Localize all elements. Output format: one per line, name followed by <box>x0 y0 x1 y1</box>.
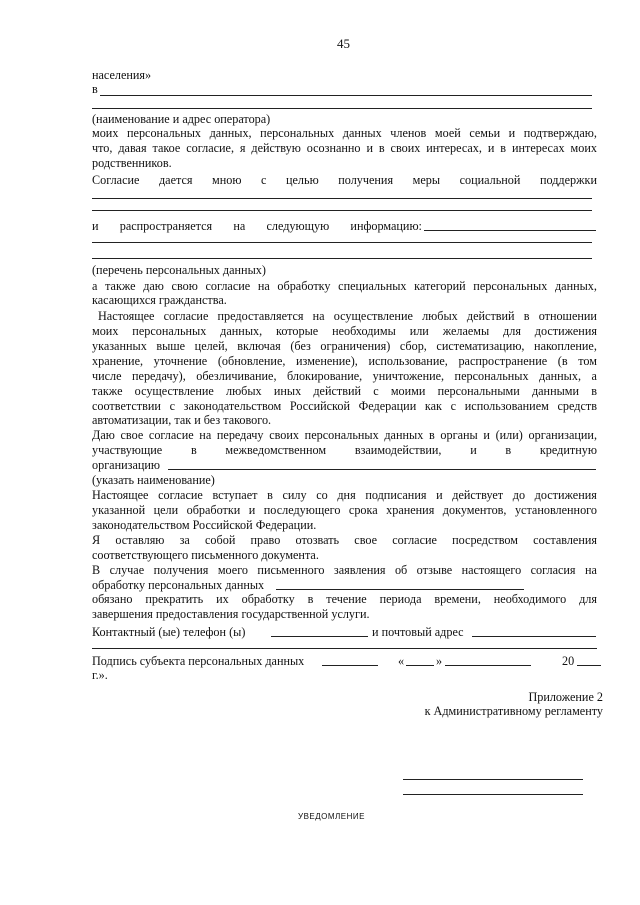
word: и <box>248 503 256 517</box>
info-line <box>92 219 422 233</box>
word: информацию: <box>350 219 422 233</box>
word: моих <box>570 141 597 155</box>
word: законодательством <box>183 399 282 413</box>
contacts-line <box>92 625 245 639</box>
blank-line <box>92 648 597 649</box>
word: специальных <box>338 279 407 293</box>
word: использование, <box>368 354 448 368</box>
word: в <box>591 384 597 398</box>
word: отозвать <box>295 533 340 547</box>
word: использованием <box>464 399 549 413</box>
word: также <box>105 279 136 293</box>
word: которые <box>276 324 319 338</box>
word: собой <box>205 533 236 547</box>
word: отзыве <box>416 563 453 577</box>
blank-line <box>424 230 596 231</box>
word: и <box>92 219 99 233</box>
caption: (указать наименование) <box>92 473 215 487</box>
word: персональных <box>127 126 202 140</box>
word: любых <box>225 384 262 398</box>
word: персональных <box>260 126 335 140</box>
page-number: 45 <box>337 36 350 51</box>
word: с <box>261 173 267 187</box>
date-open: « <box>398 654 405 668</box>
word: и <box>483 428 490 442</box>
word: действую <box>251 141 301 155</box>
word: как <box>424 399 442 413</box>
word: персональных <box>304 428 379 442</box>
word: семьи <box>469 126 501 140</box>
word: интересах, <box>426 141 482 155</box>
word: периода <box>379 592 422 606</box>
word: получения <box>153 563 209 577</box>
word: хранения <box>386 503 435 517</box>
word: обработку <box>241 592 295 606</box>
word: необходимого <box>493 592 567 606</box>
word: действий <box>313 384 362 398</box>
address-label: и почтовый адрес <box>372 625 464 639</box>
word: хранение, <box>92 354 144 368</box>
word: данными <box>531 384 580 398</box>
date-close: » <box>436 654 443 668</box>
word: установленного <box>514 503 597 517</box>
word: меры <box>412 173 441 187</box>
blank-line <box>92 258 592 259</box>
word: настоящего <box>461 563 522 577</box>
word: данных, <box>539 369 582 383</box>
word: их <box>216 592 229 606</box>
word: данных, <box>209 126 252 140</box>
word: отношении <box>538 309 597 323</box>
phone-label: Контактный (ые) телефон (ы) <box>92 625 246 639</box>
word: на <box>257 279 270 293</box>
appendix-subtitle: к Административному регламенту <box>424 704 603 718</box>
word: блокирование, <box>286 369 363 383</box>
word: (в <box>557 354 568 368</box>
text-fragment: организацию <box>92 458 161 472</box>
word: моими <box>390 384 426 398</box>
word: распространение <box>458 354 548 368</box>
word: необходимы <box>332 324 396 338</box>
purpose-line <box>92 173 597 187</box>
word: персональных <box>132 324 207 338</box>
word: дня <box>337 488 356 502</box>
text-fragment: в <box>92 82 98 96</box>
word: средств <box>557 399 597 413</box>
word: свою <box>171 279 198 293</box>
justified-line <box>98 309 597 323</box>
word: (обновление, <box>217 354 286 368</box>
word: Федерации <box>358 399 417 413</box>
word: персональных <box>454 369 529 383</box>
caption: (перечень персональных данных) <box>92 263 266 277</box>
address-field-line[interactable] <box>472 636 596 637</box>
justified-line <box>92 384 597 398</box>
word: и <box>436 488 443 502</box>
word: на <box>312 309 325 323</box>
word: для <box>579 592 597 606</box>
word: получения <box>338 173 394 187</box>
word: данных <box>342 126 382 140</box>
word: силу <box>282 488 307 502</box>
word: ограничения) <box>320 339 391 353</box>
word: в <box>378 141 385 155</box>
justified-line <box>92 339 597 353</box>
word: и <box>508 126 516 140</box>
year-field-line[interactable] <box>577 665 601 666</box>
word: согласие <box>158 488 203 502</box>
word: со <box>316 488 328 502</box>
word: для <box>503 324 521 338</box>
word: данных, <box>220 324 263 338</box>
day-field-line[interactable] <box>406 665 434 666</box>
word: обезличивание, <box>196 369 277 383</box>
word: указанной <box>92 503 146 517</box>
word: передачу <box>216 428 264 442</box>
word: осуществление <box>134 384 214 398</box>
word: документов, <box>442 503 507 517</box>
word: сбор, <box>399 339 427 353</box>
appendix-title: Приложение 2 <box>528 690 603 704</box>
word: письменного <box>257 563 325 577</box>
word: в <box>190 443 197 457</box>
justified-line <box>92 369 597 383</box>
blank-line <box>276 589 524 590</box>
word: с <box>373 384 379 398</box>
word: в <box>428 428 435 442</box>
notice-title: УВЕДОМЛЕНИЕ <box>298 812 366 821</box>
blank-line <box>92 242 592 243</box>
word: Российской <box>289 399 350 413</box>
word: выше <box>156 339 186 353</box>
word: распространяется <box>119 219 213 233</box>
word: поддержки <box>539 173 597 187</box>
blank-line <box>92 108 592 109</box>
justified-line <box>92 503 597 517</box>
word: персональными <box>437 384 520 398</box>
word: осознанно <box>306 141 361 155</box>
word: осуществление <box>333 309 413 323</box>
word: изменение), <box>296 354 358 368</box>
word: в <box>307 592 314 606</box>
word: подтверждаю, <box>523 126 597 140</box>
word: членов <box>390 126 427 140</box>
blank-line <box>168 469 596 470</box>
word: достижения <box>534 488 597 502</box>
word: данных <box>384 428 424 442</box>
word: интересах <box>511 141 565 155</box>
word: с <box>450 399 457 413</box>
justified-line <box>92 126 597 140</box>
word: согласие, <box>186 141 234 155</box>
word: (или) <box>495 428 523 442</box>
word: персональных <box>473 279 548 293</box>
word: согласие <box>205 279 251 293</box>
word: до <box>512 488 526 502</box>
justified-line <box>92 443 597 457</box>
word: указанных <box>92 339 147 353</box>
word: срока <box>348 503 378 517</box>
word: данных, <box>554 279 597 293</box>
word: право <box>250 533 281 547</box>
sign-label: Подпись субъекта персональных данных <box>92 654 305 668</box>
text-line <box>92 578 264 592</box>
approval-line <box>403 794 583 795</box>
word: свое <box>354 533 378 547</box>
word: взаимодействии, <box>354 443 442 457</box>
word: подписания <box>365 488 427 502</box>
word: действует <box>452 488 504 502</box>
justified-line <box>92 428 597 442</box>
word: уничтожение, <box>372 369 445 383</box>
blank-line <box>92 198 592 199</box>
text-line: автоматизации, так и без такового. <box>92 413 272 427</box>
word: числе <box>92 369 122 383</box>
word: на <box>584 563 597 577</box>
word: целей, <box>194 339 228 353</box>
word: обязано <box>92 592 133 606</box>
word: межведомственном <box>225 443 327 457</box>
justified-line <box>92 592 597 606</box>
word: желаемы <box>442 324 490 338</box>
word: уточнение <box>153 354 208 368</box>
word: такое <box>152 141 181 155</box>
word: участвующие <box>92 443 163 457</box>
word: я <box>239 141 246 155</box>
word: (без <box>290 339 311 353</box>
word: также <box>92 384 123 398</box>
justified-line <box>92 488 597 502</box>
approval-line <box>403 779 583 780</box>
word: что, <box>92 141 113 155</box>
word: мною <box>212 173 242 187</box>
word: давая <box>118 141 147 155</box>
word: иных <box>273 384 302 398</box>
word: а <box>92 279 98 293</box>
phone-field-line[interactable] <box>271 636 368 637</box>
word: в <box>267 488 273 502</box>
word: в <box>523 309 530 323</box>
word: моих <box>92 126 119 140</box>
word: последующего <box>263 503 341 517</box>
justified-line <box>92 279 597 293</box>
text-line: соответствующего письменного документа. <box>92 548 319 562</box>
word: предоставляется <box>217 309 304 323</box>
word: Настоящее <box>98 309 155 323</box>
word: на <box>233 219 246 233</box>
word: свое <box>120 428 144 442</box>
signature-field-line[interactable] <box>322 665 378 666</box>
word: заявления <box>333 563 386 577</box>
word: том <box>578 354 597 368</box>
word: Согласие <box>92 173 140 187</box>
word: в <box>500 141 507 155</box>
word: своих <box>269 428 299 442</box>
word: об <box>394 563 408 577</box>
word: систематизацию, <box>436 339 525 353</box>
word: моих <box>92 324 119 338</box>
word: цели <box>153 503 179 517</box>
text-line: законодательством Российской Федерации. <box>92 518 317 532</box>
word: согласие <box>163 309 209 323</box>
word: категорий <box>414 279 466 293</box>
word: обработки <box>186 503 241 517</box>
word: посредством <box>452 533 518 547</box>
text-line: завершения предоставления государственной услуги. <box>92 607 370 621</box>
word: на <box>199 428 212 442</box>
word: а <box>591 369 597 383</box>
blank-line <box>92 210 592 211</box>
word: кредитную <box>539 443 597 457</box>
word: Настоящее <box>92 488 149 502</box>
text-line <box>92 458 160 472</box>
word: обработку <box>277 279 331 293</box>
blank-line <box>100 95 592 96</box>
year-prefix: 20 <box>562 654 575 668</box>
word: течение <box>326 592 367 606</box>
text-line: родственников. <box>92 156 172 170</box>
word: и <box>470 443 477 457</box>
word: моего <box>217 563 248 577</box>
word: моей <box>434 126 461 140</box>
justified-line <box>92 141 597 155</box>
justified-line <box>92 324 597 338</box>
word: любых <box>422 309 458 323</box>
word: включая <box>237 339 281 353</box>
word: согласие <box>392 533 437 547</box>
justified-line <box>92 533 597 547</box>
word: организации, <box>528 428 597 442</box>
word: действий <box>466 309 515 323</box>
text-fragment: обработку персональных данных <box>92 578 265 592</box>
justified-line <box>92 563 597 577</box>
word: согласие <box>148 428 194 442</box>
word: с <box>169 399 175 413</box>
word: Я <box>92 533 101 547</box>
word: вступает <box>212 488 258 502</box>
year-suffix: г.». <box>92 668 108 682</box>
word: в <box>505 443 512 457</box>
word: и <box>487 141 495 155</box>
word: своих <box>390 141 421 155</box>
justified-line <box>92 399 597 413</box>
justified-line <box>92 354 597 368</box>
month-field-line[interactable] <box>445 665 531 666</box>
word: органы <box>440 428 478 442</box>
word: или <box>409 324 429 338</box>
caption: (наименование и адрес оператора) <box>92 112 271 126</box>
word: согласия <box>530 563 576 577</box>
word: передачу), <box>132 369 186 383</box>
word: даю <box>143 279 164 293</box>
word: достижения <box>534 324 597 338</box>
text-line: населения» <box>92 68 152 82</box>
word: В <box>92 563 101 577</box>
word: целью <box>286 173 319 187</box>
word: за <box>179 533 190 547</box>
text-line: касающихся гражданства. <box>92 293 227 307</box>
word: накопление, <box>534 339 597 353</box>
word: следующую <box>266 219 330 233</box>
word: случае <box>109 563 145 577</box>
word: составления <box>533 533 597 547</box>
word: времени, <box>434 592 481 606</box>
word: Даю <box>92 428 115 442</box>
word: оставляю <box>115 533 165 547</box>
word: дается <box>158 173 193 187</box>
word: прекратить <box>145 592 204 606</box>
word: социальной <box>459 173 521 187</box>
word: и <box>366 141 373 155</box>
word: соответствии <box>92 399 161 413</box>
text-line <box>92 82 98 96</box>
